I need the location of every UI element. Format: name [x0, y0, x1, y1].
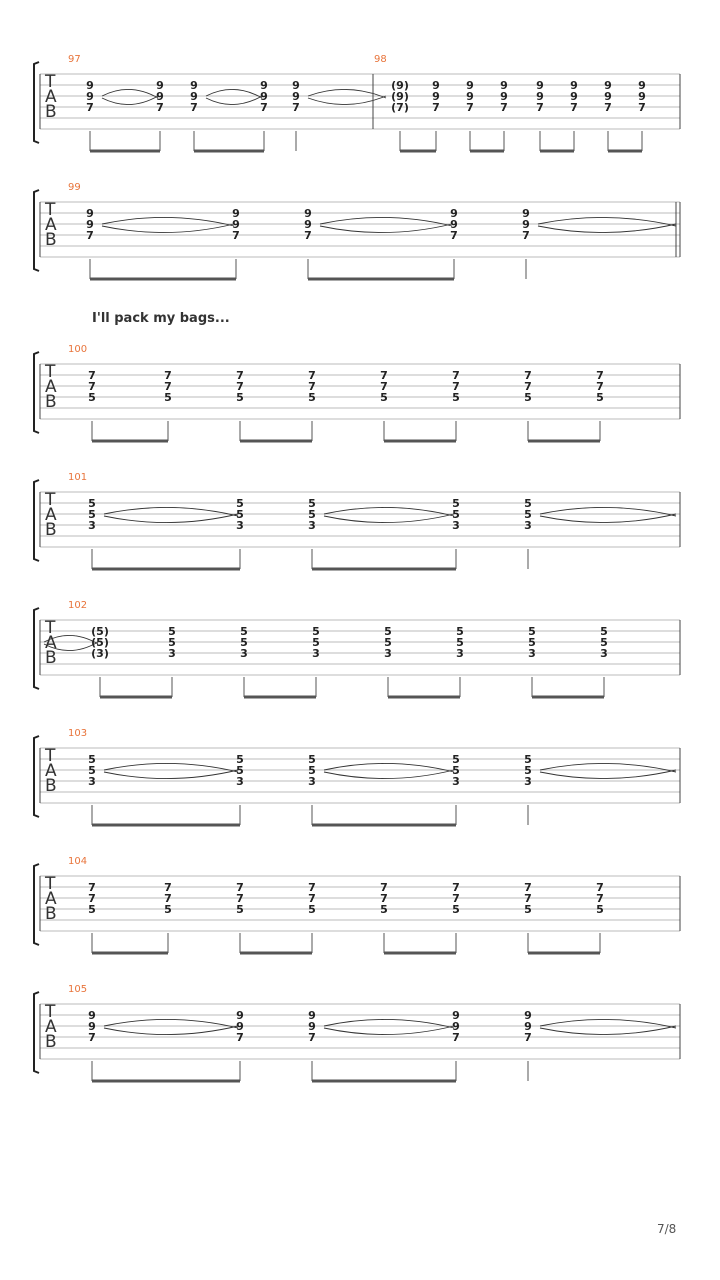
fret-number: 5 — [528, 625, 536, 638]
measure-number: 98 — [374, 54, 387, 65]
fret-number: 7 — [596, 380, 604, 393]
fret-number: 5 — [88, 903, 96, 916]
fret-number: 7 — [86, 229, 94, 242]
slur-arc — [104, 514, 238, 523]
fret-number: 5 — [164, 903, 172, 916]
fret-number: 7 — [190, 101, 198, 114]
slur-arc — [102, 89, 158, 98]
fret-number: 5 — [524, 391, 532, 404]
fret-number: 5 — [452, 508, 460, 521]
fret-number: 9 — [432, 90, 440, 103]
fret-number: 7 — [308, 380, 316, 393]
fret-number: 5 — [308, 903, 316, 916]
system-bracket — [34, 480, 39, 561]
fret-number: 7 — [380, 881, 388, 894]
fret-number: 5 — [524, 753, 532, 766]
slur-arc — [104, 507, 238, 516]
fret-number: 5 — [236, 753, 244, 766]
fret-number: 3 — [452, 519, 460, 532]
fret-number: 9 — [88, 1009, 96, 1022]
fret-number: 9 — [304, 207, 312, 220]
system-bracket — [34, 992, 39, 1073]
system-bracket — [34, 608, 39, 689]
fret-number: 7 — [524, 369, 532, 382]
fret-number: 7 — [308, 369, 316, 382]
fret-number: 5 — [456, 625, 464, 638]
tab-clef-letter: T — [45, 490, 56, 510]
fret-number: 9 — [524, 1020, 532, 1033]
slur-arc — [206, 96, 262, 105]
fret-number: 7 — [452, 380, 460, 393]
fret-number: 3 — [524, 775, 532, 788]
fret-number: 7 — [88, 1031, 96, 1044]
fret-number: 9 — [292, 79, 300, 92]
fret-number: 7 — [380, 369, 388, 382]
fret-number: 9 — [570, 79, 578, 92]
fret-number: 5 — [380, 903, 388, 916]
fret-number: (7) — [391, 101, 409, 114]
fret-number: 7 — [88, 380, 96, 393]
fret-number: 7 — [88, 881, 96, 894]
fret-number: 5 — [596, 903, 604, 916]
tab-clef-letter: A — [45, 761, 57, 781]
fret-number: 7 — [232, 229, 240, 242]
tab-clef-letter: T — [45, 200, 56, 220]
fret-number: 7 — [466, 101, 474, 114]
fret-number: 5 — [308, 391, 316, 404]
fret-number: 9 — [500, 79, 508, 92]
fret-number: 7 — [524, 380, 532, 393]
slur-arc — [324, 514, 454, 523]
fret-number: 9 — [466, 79, 474, 92]
fret-number: 7 — [524, 881, 532, 894]
fret-number: 7 — [236, 881, 244, 894]
fret-number: 9 — [260, 90, 268, 103]
fret-number: 3 — [384, 647, 392, 660]
fret-number: 9 — [450, 207, 458, 220]
fret-number: 3 — [88, 775, 96, 788]
tab-clef-letter: T — [45, 874, 56, 894]
slur-arc — [206, 89, 262, 98]
fret-number: 7 — [536, 101, 544, 114]
fret-number: 7 — [164, 380, 172, 393]
tab-clef-letter: B — [45, 520, 57, 540]
fret-number: 9 — [500, 90, 508, 103]
fret-number: (9) — [391, 79, 409, 92]
slur-arc — [320, 217, 452, 226]
fret-number: 7 — [260, 101, 268, 114]
fret-number: 5 — [380, 391, 388, 404]
fret-number: 7 — [596, 881, 604, 894]
fret-number: 3 — [456, 647, 464, 660]
fret-number: 5 — [312, 636, 320, 649]
slur-arc — [308, 89, 386, 98]
fret-number: 7 — [88, 892, 96, 905]
fret-number: 5 — [168, 636, 176, 649]
fret-number: 7 — [380, 892, 388, 905]
fret-number: 9 — [452, 1020, 460, 1033]
fret-number: 7 — [292, 101, 300, 114]
fret-number: 9 — [536, 90, 544, 103]
slur-arc — [324, 770, 454, 779]
fret-number: 7 — [452, 892, 460, 905]
system-bracket — [34, 62, 39, 143]
fret-number: 5 — [236, 508, 244, 521]
fret-number: 9 — [156, 79, 164, 92]
tab-clef-letter: A — [45, 215, 57, 235]
fret-number: 5 — [88, 764, 96, 777]
fret-number: 7 — [308, 1031, 316, 1044]
fret-number: 5 — [452, 764, 460, 777]
tab-clef-letter: A — [45, 1017, 57, 1037]
fret-number: 9 — [432, 79, 440, 92]
fret-number: 7 — [604, 101, 612, 114]
fret-number: 5 — [600, 625, 608, 638]
measure-number: 101 — [68, 472, 88, 483]
fret-number: 7 — [522, 229, 530, 242]
fret-number: 9 — [638, 90, 646, 103]
fret-number: 5 — [88, 753, 96, 766]
fret-number: 3 — [308, 519, 316, 532]
measure-number: 104 — [68, 856, 88, 867]
tab-clef-letter: T — [45, 618, 56, 638]
fret-number: 9 — [466, 90, 474, 103]
fret-number: 7 — [236, 892, 244, 905]
slur-arc — [324, 507, 454, 516]
fret-number: 5 — [456, 636, 464, 649]
fret-number: 3 — [240, 647, 248, 660]
fret-number: 3 — [308, 775, 316, 788]
fret-number: 3 — [528, 647, 536, 660]
fret-number: 5 — [88, 508, 96, 521]
fret-number: 5 — [308, 508, 316, 521]
fret-number: 9 — [292, 90, 300, 103]
fret-number: 9 — [570, 90, 578, 103]
slur-arc — [102, 224, 234, 233]
fret-number: 5 — [308, 764, 316, 777]
slur-arc — [538, 217, 676, 226]
tab-clef-letter: B — [45, 392, 57, 412]
slur-arc — [540, 763, 676, 772]
fret-number: 5 — [308, 497, 316, 510]
tab-clef-letter: T — [45, 1002, 56, 1022]
system-bracket — [34, 864, 39, 945]
fret-number: 9 — [604, 90, 612, 103]
slur-arc — [324, 1026, 454, 1035]
fret-number: 9 — [452, 1009, 460, 1022]
fret-number: 7 — [638, 101, 646, 114]
fret-number: 7 — [308, 892, 316, 905]
fret-number: 5 — [240, 636, 248, 649]
fret-number: 5 — [164, 391, 172, 404]
fret-number: 7 — [524, 892, 532, 905]
fret-number: 7 — [380, 380, 388, 393]
slur-arc — [102, 217, 234, 226]
tab-clef-letter: T — [45, 746, 56, 766]
tab-clef-letter: T — [45, 72, 56, 92]
slur-arc — [104, 1019, 238, 1028]
fret-number: 3 — [168, 647, 176, 660]
fret-number: 7 — [164, 369, 172, 382]
fret-number: 3 — [88, 519, 96, 532]
slur-arc — [540, 507, 676, 516]
fret-number: 5 — [384, 625, 392, 638]
tab-clef-letter: A — [45, 633, 57, 653]
tab-clef-letter: B — [45, 904, 57, 924]
fret-number: 9 — [86, 79, 94, 92]
tab-clef-letter: B — [45, 1032, 57, 1052]
fret-number: 7 — [164, 881, 172, 894]
measure-number: 105 — [68, 984, 88, 995]
fret-number: 5 — [524, 903, 532, 916]
slur-arc — [104, 1026, 238, 1035]
fret-number: 5 — [88, 497, 96, 510]
slur-arc — [540, 514, 676, 523]
tab-clef-letter: B — [45, 776, 57, 796]
fret-number: 5 — [88, 391, 96, 404]
fret-number: 9 — [604, 79, 612, 92]
fret-number: 5 — [168, 625, 176, 638]
fret-number: 7 — [596, 892, 604, 905]
fret-number: 9 — [190, 79, 198, 92]
tab-clef-letter: B — [45, 102, 57, 122]
fret-number: 5 — [452, 903, 460, 916]
fret-number: 5 — [528, 636, 536, 649]
fret-number: 7 — [86, 101, 94, 114]
slur-arc — [104, 763, 238, 772]
fret-number: 9 — [524, 1009, 532, 1022]
fret-number: 3 — [600, 647, 608, 660]
fret-number: 5 — [236, 903, 244, 916]
fret-number: 9 — [232, 218, 240, 231]
tab-clef-letter: A — [45, 505, 57, 525]
fret-number: 5 — [236, 764, 244, 777]
fret-number: 5 — [524, 497, 532, 510]
fret-number: 3 — [236, 775, 244, 788]
slur-arc — [102, 96, 158, 105]
tab-clef-letter: B — [45, 648, 57, 668]
fret-number: (9) — [391, 90, 409, 103]
fret-number: 3 — [312, 647, 320, 660]
fret-number: 9 — [86, 207, 94, 220]
fret-number: 5 — [236, 497, 244, 510]
fret-number: 7 — [570, 101, 578, 114]
measure-number: 102 — [68, 600, 88, 611]
slur-arc — [540, 1026, 676, 1035]
fret-number: 7 — [432, 101, 440, 114]
fret-number: 3 — [452, 775, 460, 788]
fret-number: 7 — [156, 101, 164, 114]
fret-number: (5) — [91, 636, 109, 649]
tab-clef-letter: A — [45, 377, 57, 397]
fret-number: 7 — [236, 380, 244, 393]
fret-number: 7 — [164, 892, 172, 905]
system-bracket — [34, 352, 39, 433]
tab-clef-letter: B — [45, 230, 57, 250]
slur-arc — [320, 224, 452, 233]
slur-arc — [308, 96, 386, 105]
slur-arc — [104, 770, 238, 779]
fret-number: 7 — [452, 369, 460, 382]
slur-arc — [324, 1019, 454, 1028]
fret-number: 7 — [88, 369, 96, 382]
fret-number: 9 — [236, 1009, 244, 1022]
fret-number: 9 — [536, 79, 544, 92]
fret-number: 5 — [524, 508, 532, 521]
tab-clef-letter: A — [45, 87, 57, 107]
measure-number: 103 — [68, 728, 88, 739]
fret-number: 9 — [260, 79, 268, 92]
fret-number: 7 — [500, 101, 508, 114]
fret-number: 5 — [524, 764, 532, 777]
fret-number: 9 — [88, 1020, 96, 1033]
fret-number: 3 — [524, 519, 532, 532]
fret-number: 9 — [236, 1020, 244, 1033]
fret-number: 5 — [236, 391, 244, 404]
system-bracket — [34, 736, 39, 817]
fret-number: 9 — [638, 79, 646, 92]
fret-number: 7 — [524, 1031, 532, 1044]
measure-number: 97 — [68, 54, 81, 65]
fret-number: 7 — [596, 369, 604, 382]
fret-number: 9 — [190, 90, 198, 103]
fret-number: 9 — [304, 218, 312, 231]
fret-number: 5 — [600, 636, 608, 649]
fret-number: 9 — [308, 1020, 316, 1033]
page-number: 7/8 — [657, 1222, 677, 1236]
fret-number: 7 — [308, 881, 316, 894]
fret-number: 5 — [240, 625, 248, 638]
fret-number: 5 — [384, 636, 392, 649]
fret-number: 9 — [522, 207, 530, 220]
fret-number: 9 — [450, 218, 458, 231]
tab-clef-letter: A — [45, 889, 57, 909]
fret-number: (3) — [91, 647, 109, 660]
fret-number: (5) — [91, 625, 109, 638]
fret-number: 9 — [308, 1009, 316, 1022]
fret-number: 9 — [232, 207, 240, 220]
fret-number: 5 — [312, 625, 320, 638]
fret-number: 5 — [308, 753, 316, 766]
fret-number: 5 — [452, 497, 460, 510]
fret-number: 9 — [156, 90, 164, 103]
lyric-text: I'll pack my bags... — [92, 311, 230, 326]
fret-number: 9 — [86, 218, 94, 231]
slur-arc — [538, 224, 676, 233]
fret-number: 5 — [596, 391, 604, 404]
fret-number: 7 — [236, 369, 244, 382]
fret-number: 5 — [452, 391, 460, 404]
fret-number: 7 — [236, 1031, 244, 1044]
slur-arc — [324, 763, 454, 772]
fret-number: 7 — [304, 229, 312, 242]
fret-number: 5 — [452, 753, 460, 766]
fret-number: 7 — [452, 1031, 460, 1044]
slur-arc — [540, 770, 676, 779]
system-bracket — [34, 190, 39, 271]
slur-arc — [540, 1019, 676, 1028]
fret-number: 7 — [450, 229, 458, 242]
fret-number: 9 — [86, 90, 94, 103]
measure-number: 100 — [68, 344, 88, 355]
fret-number: 7 — [452, 881, 460, 894]
fret-number: 3 — [236, 519, 244, 532]
fret-number: 9 — [522, 218, 530, 231]
tab-clef-letter: T — [45, 362, 56, 382]
measure-number: 99 — [68, 182, 81, 193]
